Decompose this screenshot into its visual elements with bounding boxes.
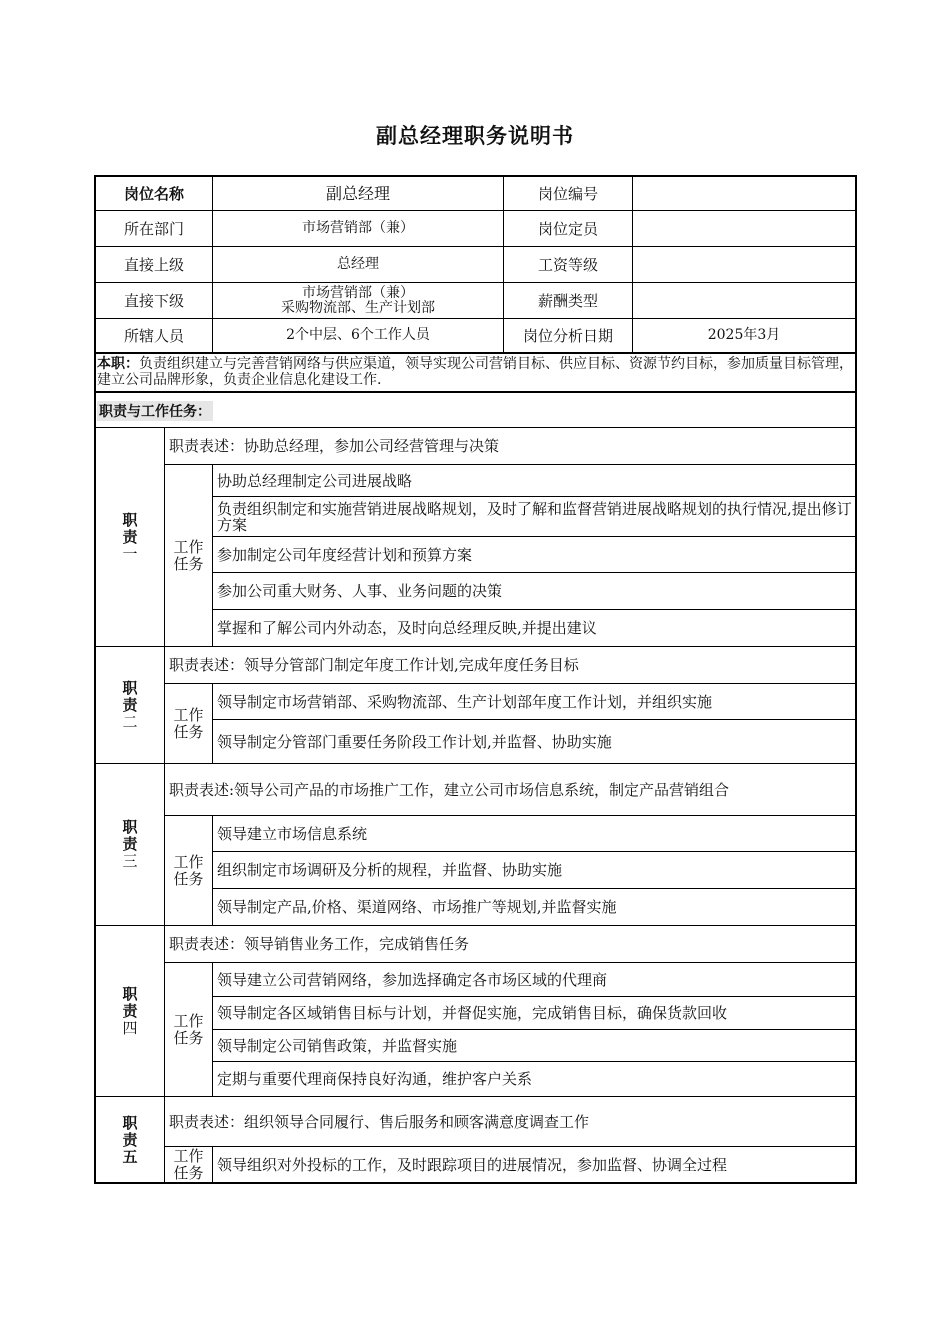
duty-5-task-1: 领导组织对外投标的工作，及时跟踪项目的进展情况，参加监督、协调全过程: [217, 1156, 728, 1174]
label-position-number: 岗位编号: [537, 184, 598, 203]
section-heading: 职责与工作任务：: [97, 401, 213, 421]
duty-1-task-label: 工作 任务: [173, 537, 204, 573]
main-duty-label: 本职：: [97, 356, 139, 372]
label-staff: 所辖人员: [123, 326, 184, 345]
duty-1-task-5: 掌握和了解公司内外动态，及时向总经理反映,并提出建议: [217, 619, 597, 637]
duty-4-task-2: 领导制定各区域销售目标与计划，并督促实施，完成销售目标，确保货款回收: [217, 1004, 728, 1022]
duty-2-label: 职 责 二: [122, 678, 138, 731]
duty-1-label: 职 责 一: [122, 510, 138, 563]
page-title: 副总经理职务说明书: [376, 124, 574, 148]
value-staff: 2个中层、6个工作人员: [286, 327, 430, 343]
label-headcount: 岗位定员: [537, 219, 598, 238]
value-direct-superior: 总经理: [337, 256, 379, 272]
duty-3-task-label: 工作 任务: [173, 852, 204, 888]
label-analysis-date: 岗位分析日期: [522, 326, 613, 345]
duty-1-task-4: 参加公司重大财务、人事、业务问题的决策: [217, 582, 503, 600]
value-position-number: [633, 177, 855, 210]
subordinate-line-1: 市场营销部（兼）: [302, 284, 414, 301]
value-department: 市场营销部（兼）: [302, 220, 414, 236]
duty-3-task-3: 领导制定产品,价格、渠道网络、市场推广等规划,并监督实施: [217, 898, 617, 916]
duty-1-task-2: 负责组织制定和实施营销进展战略规划，及时了解和监督营销进展战略规划的执行情况,提出修订方案: [217, 499, 852, 534]
duty-2-task-2: 领导制定分管部门重要任务阶段工作计划,并监督、协助实施: [217, 732, 612, 751]
duty-4-task-label: 工作 任务: [173, 1011, 204, 1047]
duty-4-task-1: 领导建立公司营销网络，参加选择确定各市场区域的代理商: [217, 970, 608, 989]
duty-1-task-3: 参加制定公司年度经营计划和预算方案: [217, 545, 473, 564]
value-pay-type: [633, 283, 855, 318]
duty-4-statement: 职责表述：领导销售业务工作，完成销售任务: [169, 935, 470, 953]
label-department: 所在部门: [123, 219, 184, 238]
value-position-name: 副总经理: [325, 183, 390, 203]
value-analysis-date: 2025年3月: [707, 327, 781, 343]
duty-4-label: 职 责 四: [122, 984, 138, 1037]
duty-3-task-1: 领导建立市场信息系统: [217, 824, 368, 843]
duty-5-statement: 职责表述：组织领导合同履行、售后服务和顾客满意度调查工作: [169, 1112, 590, 1131]
label-direct-superior: 直接上级: [123, 255, 184, 274]
main-duty-paragraph: [97, 356, 853, 388]
duty-1-task-1: 协助总经理制定公司进展战略: [217, 471, 413, 490]
duty-2-task-label: 工作 任务: [173, 705, 204, 741]
duty-5-task-label: 工作 任务: [173, 1147, 204, 1182]
duty-3-task-2: 组织制定市场调研及分析的规程，并监督、协助实施: [217, 861, 563, 879]
duty-2-task-1: 领导制定市场营销部、采购物流部、生产计划部年度工作计划，并组织实施: [217, 692, 713, 711]
duty-4-task-4: 定期与重要代理商保持良好沟通，维护客户关系: [217, 1070, 533, 1088]
duty-3-statement: 职责表述:领导公司产品的市场推广工作，建立公司市场信息系统，制定产品营销组合: [169, 780, 730, 799]
value-direct-subordinate: [213, 283, 503, 318]
label-direct-subordinate: 直接下级: [123, 291, 184, 310]
label-position-name: 岗位名称: [123, 184, 184, 203]
value-salary-grade: [633, 247, 855, 282]
subordinate-line-2: 采购物流部、生产计划部: [281, 299, 435, 316]
duty-3-label: 职 责 三: [122, 818, 138, 870]
label-salary-grade: 工资等级: [537, 255, 598, 274]
main-duty-text: 负责组织建立与完善营销网络与供应渠道，领导实现公司营销目标、供应目标、资源节约目标，参加质量目标管理，建立公司品牌形象，负责企业信息化建设工作.: [97, 356, 853, 388]
duty-4-task-3: 领导制定公司销售政策，并监督实施: [217, 1036, 458, 1055]
label-pay-type: 薪酬类型: [537, 291, 598, 310]
duty-1-statement: 职责表述：协助总经理，参加公司经营管理与决策: [169, 437, 500, 455]
duty-5-label: 职 责 五: [122, 1113, 138, 1166]
value-headcount: [633, 211, 855, 246]
duty-2-statement: 职责表述：领导分管部门制定年度工作计划,完成年度任务目标: [169, 656, 579, 674]
